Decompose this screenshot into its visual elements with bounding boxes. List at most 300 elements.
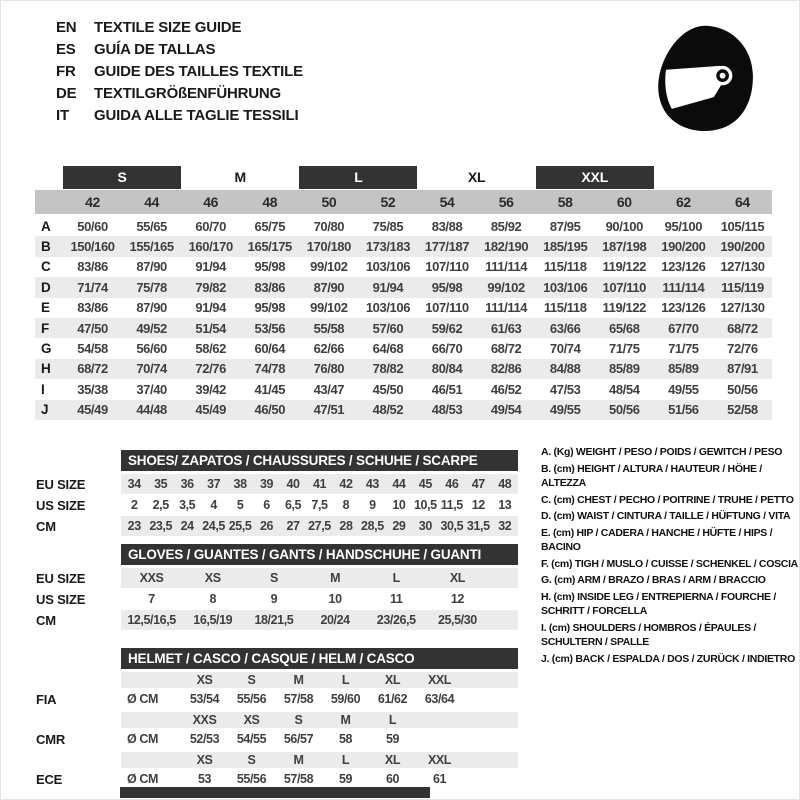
measurement-cell: 49/55 bbox=[668, 381, 699, 397]
measurement-cell: 61/63 bbox=[490, 320, 522, 336]
measurement-cell: 80/84 bbox=[431, 361, 463, 377]
measurement-cell: 83/86 bbox=[77, 300, 108, 316]
measurement-cell: 60/64 bbox=[254, 341, 286, 357]
measurement-cell: 45/50 bbox=[372, 381, 404, 397]
measurement-cell: 160/170 bbox=[188, 239, 233, 255]
size-group-row bbox=[35, 164, 772, 190]
helmet-size-value: 63/64 bbox=[424, 692, 455, 706]
size-value-cell: XS bbox=[204, 571, 221, 585]
measurement-cell: 85/92 bbox=[490, 218, 522, 234]
measurement-cell: 119/122 bbox=[602, 259, 647, 275]
measurement-cell: 190/200 bbox=[661, 239, 706, 255]
measurement-cell: 46/50 bbox=[254, 402, 286, 418]
measurement-cell: 150/160 bbox=[70, 239, 115, 255]
measurement-cell: 82/86 bbox=[490, 361, 522, 377]
helmet-values-row-fia bbox=[36, 690, 518, 708]
measurement-cell: 48/54 bbox=[609, 381, 640, 397]
measurement-cell: 66/70 bbox=[431, 341, 463, 357]
measurement-cell: 70/74 bbox=[549, 341, 581, 357]
racing-helmet-icon bbox=[647, 21, 765, 143]
helmet-size-label: XS bbox=[243, 713, 260, 727]
measurement-cell: 55/65 bbox=[136, 218, 167, 234]
measurement-cell: 111/114 bbox=[485, 259, 528, 275]
measurement-cell: 60/70 bbox=[195, 218, 226, 234]
measurement-cell: 45/49 bbox=[195, 402, 226, 418]
measurement-cell: 83/86 bbox=[77, 259, 108, 275]
gloves-table-title: GLOVES / GUANTES / GANTS / HANDSCHUHE / GUANTI bbox=[121, 544, 518, 565]
measurement-cell: 45/49 bbox=[77, 402, 108, 418]
standard-label: FIA bbox=[36, 691, 57, 707]
measurement-cell: 58/62 bbox=[195, 341, 226, 357]
size-value-cell: 26 bbox=[260, 519, 274, 533]
measurement-cell: 49/55 bbox=[549, 402, 581, 418]
helmet-size-value: 52/53 bbox=[189, 732, 220, 746]
size-group-xl: XL bbox=[467, 168, 486, 185]
row-label: I bbox=[41, 381, 45, 397]
size-value-cell: 31,5 bbox=[466, 519, 490, 533]
unit-prefix: Ø CM bbox=[127, 772, 159, 786]
size-header-cell: 56 bbox=[498, 194, 514, 210]
helmet-size-label: XS bbox=[196, 673, 213, 687]
gloves_table-row-eu size bbox=[36, 568, 518, 588]
legend-item: B. (cm) HEIGHT / ALTURA / HAUTEUR / HÖHE / ALTEZZA bbox=[541, 462, 762, 489]
measurement-row-d bbox=[35, 277, 772, 297]
helmet-size-label: S bbox=[294, 713, 303, 727]
row-values bbox=[121, 690, 518, 708]
row-values bbox=[121, 568, 518, 588]
size-header-cell: 52 bbox=[380, 194, 396, 210]
size-value-cell: 35 bbox=[154, 477, 168, 491]
lang-code: FR bbox=[56, 63, 76, 80]
size-value-cell: 23/26,5 bbox=[376, 613, 416, 627]
helmet-size-value: 57/58 bbox=[283, 692, 314, 706]
measurement-cell: 71/75 bbox=[668, 341, 699, 357]
measurement-cell: 75/78 bbox=[136, 279, 167, 295]
measurement-cell: 68/72 bbox=[77, 361, 108, 377]
measurement-cell: 50/56 bbox=[727, 381, 758, 397]
size-value-cell: 41 bbox=[312, 477, 327, 491]
helmet-size-label: M bbox=[293, 673, 304, 687]
measurement-cell: 53/56 bbox=[254, 320, 286, 336]
measurement-cell: 87/91 bbox=[727, 361, 758, 377]
size-value-cell: 46 bbox=[445, 477, 459, 491]
size-value-cell: 23 bbox=[127, 519, 141, 533]
size-value-cell: 30 bbox=[418, 519, 432, 533]
helmet-size-label: XXL bbox=[427, 753, 452, 767]
size-value-cell: 20/24 bbox=[320, 613, 350, 627]
row-values bbox=[121, 474, 518, 494]
measurement-cell: 95/98 bbox=[254, 300, 286, 316]
helmet-size-value: 60 bbox=[385, 772, 400, 786]
unit-prefix: Ø CM bbox=[127, 692, 159, 706]
measurement-cell: 55/58 bbox=[313, 320, 345, 336]
measurement-cell: 127/130 bbox=[720, 300, 765, 316]
measurement-cell: 56/60 bbox=[136, 341, 167, 357]
row-label: H bbox=[41, 361, 51, 377]
size-value-cell: 44 bbox=[392, 477, 406, 491]
measurement-cell: 105/115 bbox=[720, 218, 765, 234]
helmet-size-label: XXL bbox=[427, 673, 452, 687]
measurement-cell: 50/60 bbox=[77, 218, 108, 234]
size-value-cell: 29 bbox=[392, 519, 406, 533]
gloves-table-rows bbox=[36, 568, 518, 630]
measurement-cell: 173/183 bbox=[365, 239, 411, 255]
size-value-cell: XXS bbox=[139, 571, 164, 585]
helmet-size-value: 57/58 bbox=[283, 772, 314, 786]
measurement-cell: 47/53 bbox=[549, 381, 581, 397]
size-value-cell: 6,5 bbox=[284, 498, 302, 512]
helmet-size-label: XL bbox=[384, 753, 401, 767]
size-value-cell: 5 bbox=[236, 498, 244, 512]
measurement-cell: 99/102 bbox=[310, 259, 348, 275]
helmet-table-title: HELMET / CASCO / CASQUE / HELM / CASCO bbox=[121, 648, 518, 669]
measurement-cell: 111/114 bbox=[485, 300, 528, 316]
size-value-cell: 24 bbox=[180, 519, 194, 533]
measurement-cell: 95/100 bbox=[664, 218, 703, 234]
row-values bbox=[121, 610, 518, 630]
measurement-row-b bbox=[35, 236, 772, 256]
measurement-cell: 48/52 bbox=[372, 402, 404, 418]
size-value-cell: 12 bbox=[450, 592, 464, 606]
size-value-cell: 43 bbox=[365, 477, 379, 491]
measurement-cell: 43/47 bbox=[313, 381, 345, 397]
measurement-cell: 87/90 bbox=[313, 279, 345, 295]
size-value-cell: 28 bbox=[339, 519, 353, 533]
row-label: US SIZE bbox=[36, 497, 86, 513]
measurement-cell: 87/90 bbox=[136, 259, 167, 275]
measurement-cell: 103/106 bbox=[543, 279, 588, 295]
cropped-next-section-bar bbox=[120, 787, 430, 798]
measurement-cell: 70/74 bbox=[136, 361, 167, 377]
measurement-cell: 35/38 bbox=[77, 381, 108, 397]
size-value-cell: 4 bbox=[210, 498, 217, 512]
size-header-cell: 54 bbox=[439, 194, 455, 210]
measurement-cell: 85/89 bbox=[609, 361, 640, 377]
measurement-cell: 99/102 bbox=[487, 279, 525, 295]
measurement-cell: 107/110 bbox=[425, 300, 469, 316]
legend-item: D. (cm) WAIST / CINTURA / TAILLE / HÜFTUNG / VITA bbox=[541, 510, 791, 522]
size-value-cell: L bbox=[392, 571, 400, 585]
size-value-cell: 28,5 bbox=[361, 519, 384, 533]
row-values bbox=[121, 730, 518, 748]
measurement-cell: 37/40 bbox=[136, 381, 167, 397]
measurement-cell: 67/70 bbox=[668, 320, 699, 336]
lang-row-es bbox=[56, 39, 303, 61]
measurement-cell: 47/51 bbox=[313, 402, 345, 418]
lang-row-de bbox=[56, 83, 303, 105]
size-value-cell: 13 bbox=[498, 498, 512, 512]
measurement-cell: 76/80 bbox=[313, 361, 345, 377]
size-group-m: M bbox=[234, 168, 246, 185]
size-value-cell: 10 bbox=[392, 498, 406, 512]
size-value-cell: 9 bbox=[369, 498, 376, 512]
helmet-size-value: 55/56 bbox=[236, 692, 267, 706]
measurement-cell: 115/118 bbox=[543, 259, 587, 275]
helmet-size-value: 59 bbox=[338, 772, 353, 786]
measurement-cell: 72/76 bbox=[195, 361, 226, 377]
measurement-cell: 170/180 bbox=[306, 239, 351, 255]
measurement-cell: 99/102 bbox=[310, 300, 348, 316]
helmet-size-value: 53/54 bbox=[189, 692, 220, 706]
measurement-row-g bbox=[35, 338, 772, 358]
helmet-size-label: M bbox=[340, 713, 351, 727]
helmet-size-label: L bbox=[341, 753, 350, 767]
size-value-cell: 18/21,5 bbox=[254, 613, 294, 627]
lang-label: GUÍA DE TALLAS bbox=[94, 41, 216, 58]
measurement-cell: 65/75 bbox=[254, 218, 286, 234]
legend-item: I. (cm) SHOULDERS / HOMBROS / ÉPAULES / SCHULTERN / SPALLE bbox=[541, 621, 757, 648]
size-value-cell: 2,5 bbox=[152, 498, 169, 512]
unit-prefix: Ø CM bbox=[127, 732, 159, 746]
size-header-cell: 64 bbox=[735, 194, 750, 210]
size-value-cell: 12,5/16,5 bbox=[127, 613, 176, 627]
measurement-cell: 87/90 bbox=[136, 300, 167, 316]
row-label: F bbox=[41, 320, 50, 336]
measurement-cell: 46/52 bbox=[490, 381, 522, 397]
size-header-cell: 62 bbox=[675, 194, 691, 210]
measurement-row-h bbox=[35, 359, 772, 379]
row-values bbox=[121, 495, 518, 515]
measurement-cell: 83/88 bbox=[431, 218, 463, 234]
helmet-sizes-row-ece bbox=[36, 752, 518, 768]
row-label: CM bbox=[36, 612, 56, 628]
measurement-cell: 185/195 bbox=[543, 239, 588, 255]
shoes-size-table bbox=[36, 450, 518, 537]
lang-label: GUIDE DES TAILLES TEXTILE bbox=[94, 63, 303, 80]
size-value-cell: 47 bbox=[471, 477, 485, 491]
measurement-cell: 71/74 bbox=[77, 279, 108, 295]
size-value-cell: 23,5 bbox=[149, 519, 173, 533]
measurement-cell: 54/58 bbox=[77, 341, 108, 357]
measurement-cell: 177/187 bbox=[424, 239, 470, 255]
row-values bbox=[121, 589, 518, 609]
measurement-cell: 119/122 bbox=[602, 300, 647, 316]
helmet-values-row-cmr bbox=[36, 730, 518, 748]
helmet-size-value: 54/55 bbox=[236, 732, 267, 746]
size-value-cell: 32 bbox=[498, 519, 512, 533]
measurement-cell: 50/56 bbox=[609, 402, 640, 418]
measurement-cell: 115/119 bbox=[721, 279, 764, 295]
size-header-cell: 58 bbox=[557, 194, 573, 210]
row-label: B bbox=[41, 239, 51, 255]
size-value-cell: XL bbox=[449, 571, 465, 585]
textile-size-table bbox=[35, 164, 772, 420]
size-value-cell: 11,5 bbox=[440, 498, 463, 512]
size-value-cell: 40 bbox=[286, 477, 300, 491]
measurement-cell: 83/86 bbox=[254, 279, 286, 295]
helmet-size-value: 61 bbox=[432, 772, 447, 786]
measurement-cell: 44/48 bbox=[136, 402, 167, 418]
measurement-cell: 68/72 bbox=[490, 341, 522, 357]
size-value-cell: 7 bbox=[148, 592, 155, 606]
size-value-cell: 10 bbox=[328, 592, 342, 606]
legend-item: G. (cm) ARM / BRAZO / BRAS / ARM / BRACCIO bbox=[541, 574, 766, 586]
row-values bbox=[121, 770, 518, 788]
size-value-cell: 25,5/30 bbox=[437, 613, 477, 627]
measurement-cell: 39/42 bbox=[195, 381, 226, 397]
measurement-cell: 107/110 bbox=[425, 259, 469, 275]
size-group-s: S bbox=[63, 166, 181, 189]
helmet-size-label: L bbox=[341, 673, 350, 687]
measurement-row-e bbox=[35, 298, 772, 318]
measurement-row-a bbox=[35, 216, 772, 236]
size-value-cell: 42 bbox=[339, 477, 353, 491]
size-group-xxl: XXL bbox=[536, 166, 654, 189]
size-value-cell: 7,5 bbox=[311, 498, 328, 512]
size-value-cell: 8 bbox=[209, 592, 217, 606]
lang-row-it bbox=[56, 105, 303, 127]
helmet-values-row-ece bbox=[36, 770, 518, 788]
row-label: CM bbox=[36, 518, 56, 534]
helmet-size-value: 58 bbox=[338, 732, 353, 746]
measurement-cell: 78/82 bbox=[372, 361, 404, 377]
measurement-cell: 51/56 bbox=[668, 402, 699, 418]
legend-item: A. (Kg) WEIGHT / PESO / POIDS / GEWITCH / PESO bbox=[541, 446, 783, 458]
measurement-cell: 95/98 bbox=[431, 279, 463, 295]
lang-code: ES bbox=[56, 41, 76, 58]
row-values bbox=[121, 516, 518, 536]
size-value-cell: 11 bbox=[390, 592, 403, 606]
language-title-list bbox=[56, 17, 303, 127]
measurement-cell: 75/85 bbox=[372, 218, 404, 234]
standard-label: ECE bbox=[36, 771, 63, 787]
helmet-sizes-row-cmr bbox=[36, 712, 518, 728]
measurement-cell: 91/94 bbox=[195, 259, 226, 275]
legend-item: J. (cm) BACK / ESPALDA / DOS / ZURÜCK / INDIETRO bbox=[541, 652, 795, 665]
measurement-cell: 68/72 bbox=[727, 320, 758, 336]
shoes-table-title: SHOES/ ZAPATOS / CHAUSSURES / SCHUHE / SCARPE bbox=[121, 450, 518, 471]
measurement-cell: 103/106 bbox=[365, 259, 411, 275]
row-label: US SIZE bbox=[36, 591, 86, 607]
size-header-cell: 60 bbox=[616, 194, 632, 210]
lang-code: IT bbox=[56, 107, 69, 124]
measurement-row-f bbox=[35, 318, 772, 338]
size-value-cell: 36 bbox=[180, 477, 194, 491]
size-value-cell: S bbox=[269, 571, 278, 585]
measurement-cell: 41/45 bbox=[254, 381, 286, 397]
size-value-cell: 6 bbox=[263, 498, 270, 512]
helmet-size-label: XS bbox=[196, 753, 213, 767]
helmet-size-value: 59 bbox=[385, 732, 400, 746]
measurement-cell: 85/89 bbox=[668, 361, 699, 377]
measurement-cell: 84/88 bbox=[549, 361, 581, 377]
measurement-cell: 62/66 bbox=[313, 341, 345, 357]
size-header-cell: 48 bbox=[262, 194, 278, 210]
row-values bbox=[121, 752, 518, 768]
helmet-size-value: 56/57 bbox=[283, 732, 314, 746]
measurement-row-j bbox=[35, 400, 772, 420]
row-label: G bbox=[41, 341, 52, 357]
measurement-cell: 71/75 bbox=[609, 341, 640, 357]
measurement-cell: 127/130 bbox=[720, 259, 765, 275]
measurement-cell: 47/50 bbox=[77, 320, 108, 336]
size-value-cell: M bbox=[330, 571, 341, 585]
helmet-size-value: 53 bbox=[197, 772, 212, 786]
shoes_table-row-cm bbox=[36, 516, 518, 536]
helmet-size-table bbox=[36, 648, 518, 792]
legend-item: H. (cm) INSIDE LEG / ENTREPIERNA / FOURCHE / SCHRITT / FORCELLA bbox=[541, 590, 776, 617]
gloves_table-row-us size bbox=[36, 589, 518, 609]
helmet-size-label: XL bbox=[384, 673, 401, 687]
legend-item: E. (cm) HIP / CADERA / HANCHE / HÜFTE / HIPS / BACINO bbox=[541, 526, 773, 553]
size-value-cell: 9 bbox=[270, 592, 278, 606]
gloves_table-row-cm bbox=[36, 610, 518, 630]
measurement-cell: 115/118 bbox=[543, 300, 587, 316]
row-values bbox=[121, 712, 518, 728]
helmet-size-label: L bbox=[388, 713, 397, 727]
measurement-cell: 123/126 bbox=[661, 300, 706, 316]
size-value-cell: 34 bbox=[127, 477, 141, 491]
measurement-cell: 52/58 bbox=[727, 402, 758, 418]
size-value-cell: 45 bbox=[418, 477, 432, 491]
helmet-size-label: XXS bbox=[192, 713, 217, 727]
measurement-cell: 107/110 bbox=[602, 279, 647, 295]
measurement-cell: 103/106 bbox=[365, 300, 411, 316]
helmet-sizes-row-fia bbox=[36, 672, 518, 688]
legend-item: C. (cm) CHEST / PECHO / POITRINE / TRUHE / PETTO bbox=[541, 493, 794, 506]
measurement-cell: 46/51 bbox=[431, 381, 463, 397]
lang-code: EN bbox=[56, 19, 77, 36]
row-label: J bbox=[41, 402, 49, 418]
measurement-cell: 182/190 bbox=[484, 239, 529, 255]
measurement-cell: 65/68 bbox=[609, 320, 640, 336]
measurement-cell: 74/78 bbox=[254, 361, 286, 377]
size-value-cell: 2 bbox=[130, 498, 138, 512]
lang-code: DE bbox=[56, 85, 77, 102]
measurement-cell: 95/98 bbox=[254, 259, 286, 275]
size-value-cell: 27,5 bbox=[308, 519, 331, 533]
row-label: A bbox=[41, 218, 51, 234]
measurement-legend bbox=[541, 445, 799, 668]
measurement-cell: 72/76 bbox=[727, 341, 758, 357]
measurement-row-i bbox=[35, 379, 772, 399]
measurement-cell: 79/82 bbox=[195, 279, 226, 295]
helmet-size-value: 59/60 bbox=[330, 692, 361, 706]
shoes_table-row-us size bbox=[36, 495, 518, 515]
lang-row-en bbox=[56, 17, 303, 39]
lang-label: GUIDA ALLE TAGLIE TESSILI bbox=[94, 107, 299, 124]
size-value-cell: 48 bbox=[498, 477, 512, 491]
measurement-cell: 70/80 bbox=[313, 218, 345, 234]
measurement-cell: 111/114 bbox=[662, 279, 705, 295]
measurement-cell: 90/100 bbox=[605, 218, 643, 234]
measurement-cell: 190/200 bbox=[720, 239, 765, 255]
size-value-cell: 27 bbox=[286, 519, 300, 533]
row-label: E bbox=[41, 300, 51, 316]
gloves-size-table bbox=[36, 544, 518, 631]
helmet-table-rows bbox=[36, 672, 518, 788]
legend-item: F. (cm) TIGH / MUSLO / CUISSE / SCHENKEL / COSCIA bbox=[541, 557, 798, 570]
size-value-cell: 37 bbox=[207, 477, 221, 491]
helmet-size-label: M bbox=[293, 753, 304, 767]
measurement-cell: 51/54 bbox=[195, 320, 226, 336]
row-label: EU SIZE bbox=[36, 476, 86, 492]
lang-label: TEXTILGRÖßENFÜHRUNG bbox=[94, 85, 282, 102]
size-value-cell: 30,5 bbox=[440, 519, 464, 533]
measurement-cell: 49/54 bbox=[490, 402, 522, 418]
measurement-cell: 91/94 bbox=[372, 279, 404, 295]
lang-row-fr bbox=[56, 61, 303, 83]
row-label: C bbox=[41, 259, 51, 275]
helmet-size-label: S bbox=[247, 673, 256, 687]
measurement-cell: 87/95 bbox=[549, 218, 581, 234]
measurement-cell: 165/175 bbox=[247, 239, 292, 255]
measurement-cell: 187/198 bbox=[602, 239, 647, 255]
helmet-size-value: 61/62 bbox=[377, 692, 408, 706]
shoes-table-rows bbox=[36, 474, 518, 536]
size-value-cell: 25,5 bbox=[228, 519, 252, 533]
size-value-cell: 39 bbox=[260, 477, 274, 491]
